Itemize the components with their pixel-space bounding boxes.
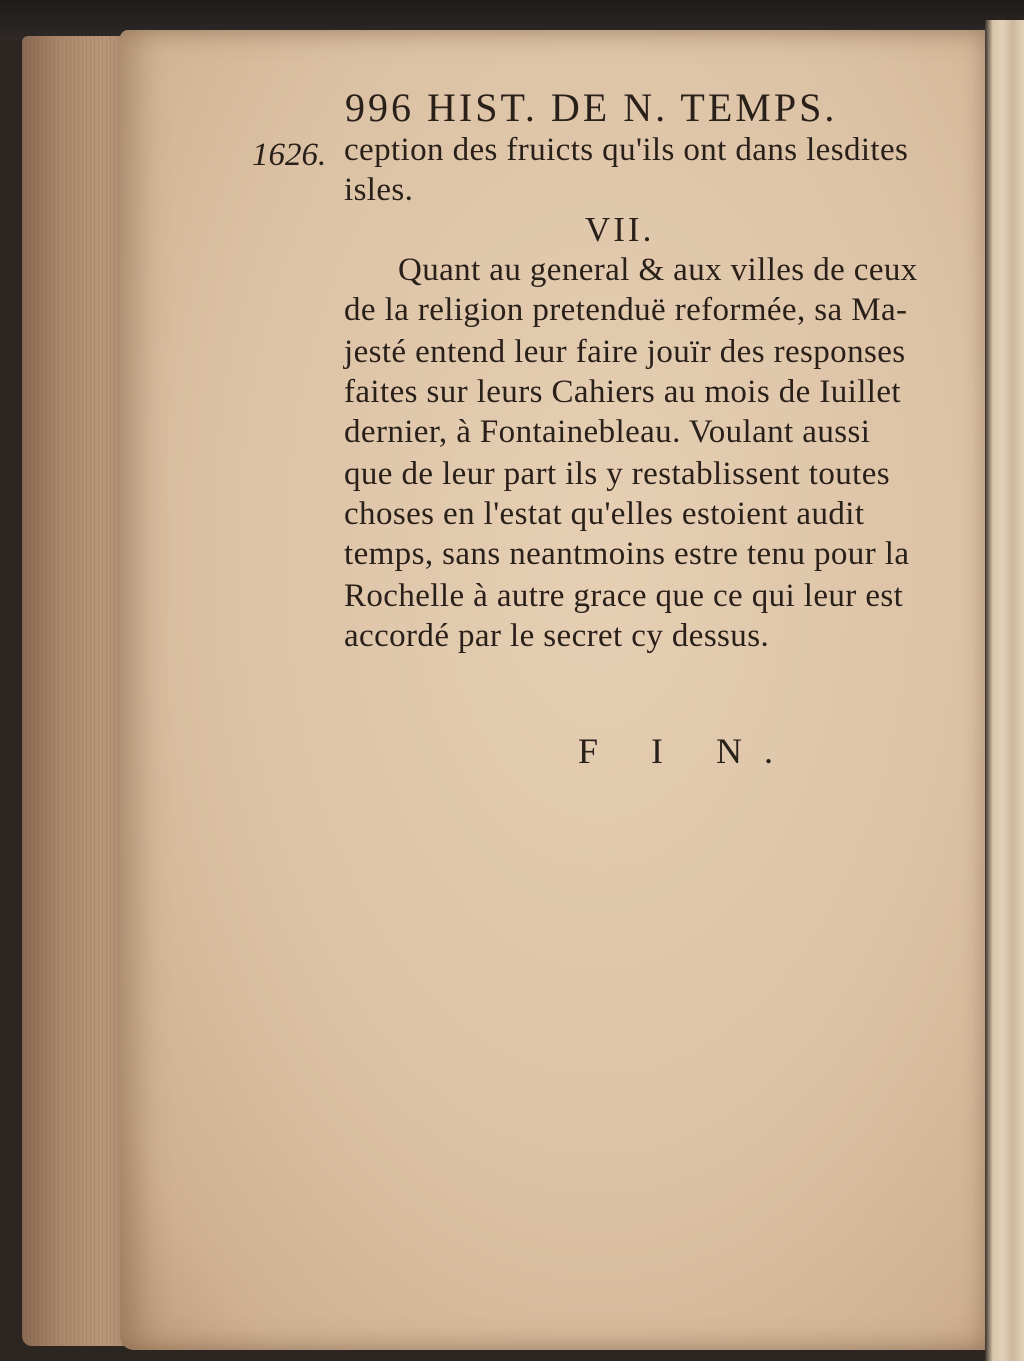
- text-line: ception des fruicts qu'ils ont dans lesdites: [344, 132, 909, 168]
- paragraph-line: Rochelle à autre grace que ce qui leur est: [344, 578, 904, 614]
- margin-year: 1626.: [252, 137, 327, 173]
- book-page: [120, 30, 990, 1350]
- paragraph-line: jesté entend leur faire jouïr des responses: [344, 334, 906, 370]
- paragraph-line: accordé par le secret cy dessus.: [344, 618, 770, 654]
- paragraph-line: de la religion pretenduë reformée, sa Ma-: [344, 292, 908, 328]
- paragraph-line: dernier, à Fontainebleau. Voulant aussi: [344, 414, 871, 450]
- paragraph-line: Quant au general & aux villes de ceux: [398, 252, 918, 288]
- paragraph-line: que de leur part ils y restablissent toutes: [344, 456, 890, 492]
- paragraph-line: choses en l'estat qu'elles estoient audit: [344, 496, 865, 532]
- text-line: isles.: [344, 172, 414, 208]
- facing-page-edge: [985, 20, 1024, 1361]
- paragraph-line: temps, sans neantmoins estre tenu pour la: [344, 536, 910, 572]
- paragraph-line: faites sur leurs Cahiers au mois de Iuillet: [344, 374, 901, 410]
- running-title: 996 HIST. DE N. TEMPS.: [345, 85, 838, 130]
- section-heading: VII.: [585, 210, 655, 249]
- closing-fin: F I N.: [578, 731, 796, 771]
